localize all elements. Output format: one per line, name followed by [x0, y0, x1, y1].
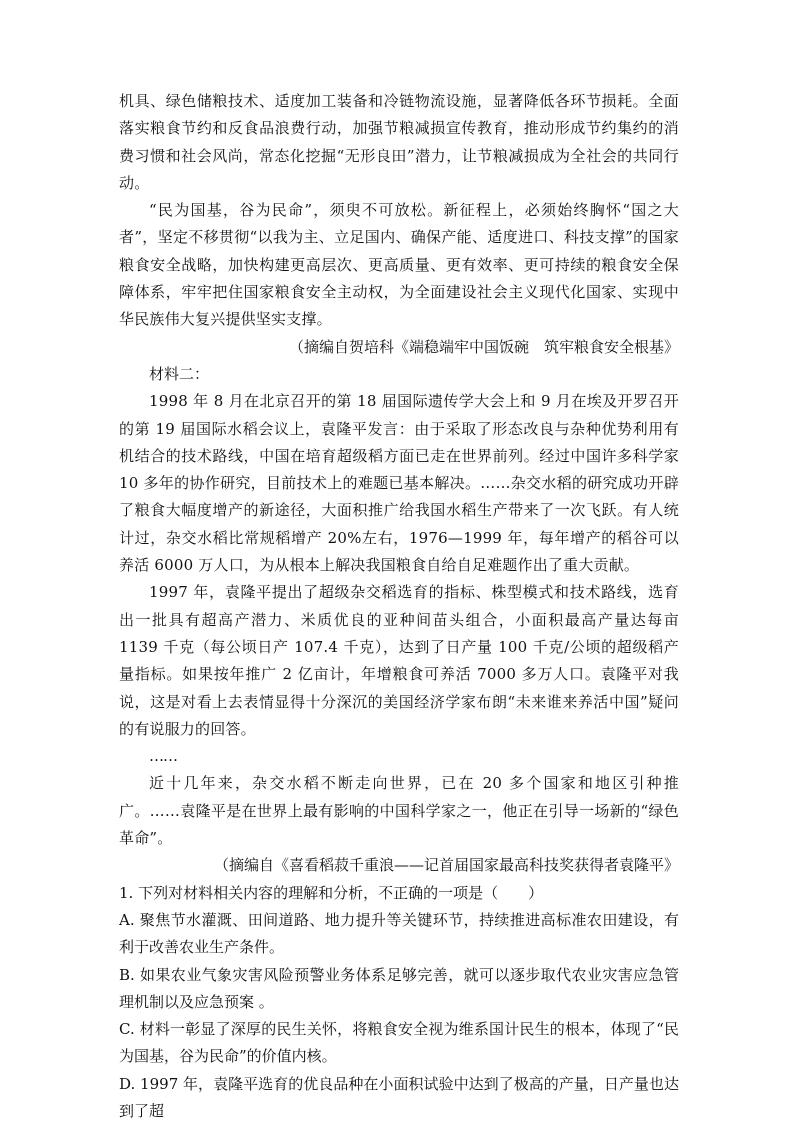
source-citation-2: （摘编自《喜看稻菽千重浪——记首届国家最高科技奖获得者袁隆平》 [213, 856, 679, 875]
question-stem: 1. 下列对材料相关内容的理解和分析，不正确的一项是（ ） [119, 883, 544, 902]
paragraph-1: 机具、绿色储粮技术、适度加工装备和冷链物流设施，显著降低各环节损耗。全面落实粮食节约和反食品浪费行动，加强节粮减损宣传教育，推动形成节约集约的消费习惯和社会风尚，常态化挖掘“无形良田”潜力，让节粮减损成为全社会的共同行动。 [119, 92, 679, 192]
document-page [119, 88, 679, 1125]
source-citation-1: （摘编自贺培科《端稳端牢中国饭碗 筑牢粮食安全根基》 [288, 337, 679, 356]
paragraph-5: 近十几年来，杂交水稻不断走向世界，已在 20 多个国家和地区引种推广。……袁隆平是在世界上最有影响的中国科学家之一，他正在引导一场新的“绿色革命”。 [119, 774, 679, 848]
paragraph-2: “民为国基，谷为民命”，须臾不可放松。新征程上，必须始终胸怀“国之大者”，坚定不移贯彻“以我为主、立足国内、确保产能、适度进口、科技支撑”的国家粮食安全战略，加快构建更高层次、更高质量、更有效率、更可持续的粮食安全保障体系，牢牢把住国家粮食安全主动权，为全面建设社会主义现代化国家、实现中华民族伟大复兴提供坚实支撑。 [119, 201, 679, 329]
option-d: D. 1997 年，袁隆平选育的优良品种在小面积试验中达到了极高的产量，日产量也达到了超 [119, 1074, 679, 1120]
option-a: A. 聚焦节水灌溉、田间道路、地力提升等关键环节，持续推进高标准农田建设，有利于改善农业生产条件。 [119, 910, 679, 957]
paragraph-3: 1998 年 8 月在北京召开的第 18 届国际遗传学大会上和 9 月在埃及开罗召开的第 19 届国际水稻会议上，袁隆平发言：由于采取了形态改良与杂种优势利用有机结合的技术路线，中国在培育超级稻方面已走在世界前列。经过中国许多科学家 10 多年的协作研究，目前技术上的难题已基本解决。……杂交水稻的研究成功开辟了粮食大幅度增产的新途径，大面积推广给我国水稻生产带来了一次飞跃。有人统计过，杂交水稻比常规稻增产 20%左右，1976—1999 年，每年增产的稻谷可以养活 6000 万人口，为从根本上解决我国粮食自给自足难题作出了重大贡献。 [119, 392, 679, 575]
ellipsis: …… [149, 747, 177, 766]
paragraph-4: 1997 年，袁隆平提出了超级杂交稻选育的指标、株型模式和技术路线，选育出一批具有超高产潜力、米质优良的亚种间苗头组合，小面积最高产量达每亩 1139 千克（每公顷日产 107.4 千克），达到了日产量 100 千克/公顷的超级稻产量指标。如果按年推广 2 亿亩计，年增粮食可养活 7000 多万人口。袁隆平对我说，这是对看上去表情显得十分深沉的美国经济学家布朗“未来谁来养活中国”疑问的有说服力的回答。 [119, 583, 679, 738]
material-2-label: 材料二： [149, 364, 210, 383]
option-b: B. 如果农业气象灾害风险预警业务体系足够完善，就可以逐步取代农业灾害应急管理机制以及应急预案 。 [119, 965, 679, 1011]
option-c: C. 材料一彰显了深厚的民生关怀，将粮食安全视为维系国计民生的根本，体现了“民为国基，谷为民命”的价值内核。 [119, 1020, 679, 1066]
